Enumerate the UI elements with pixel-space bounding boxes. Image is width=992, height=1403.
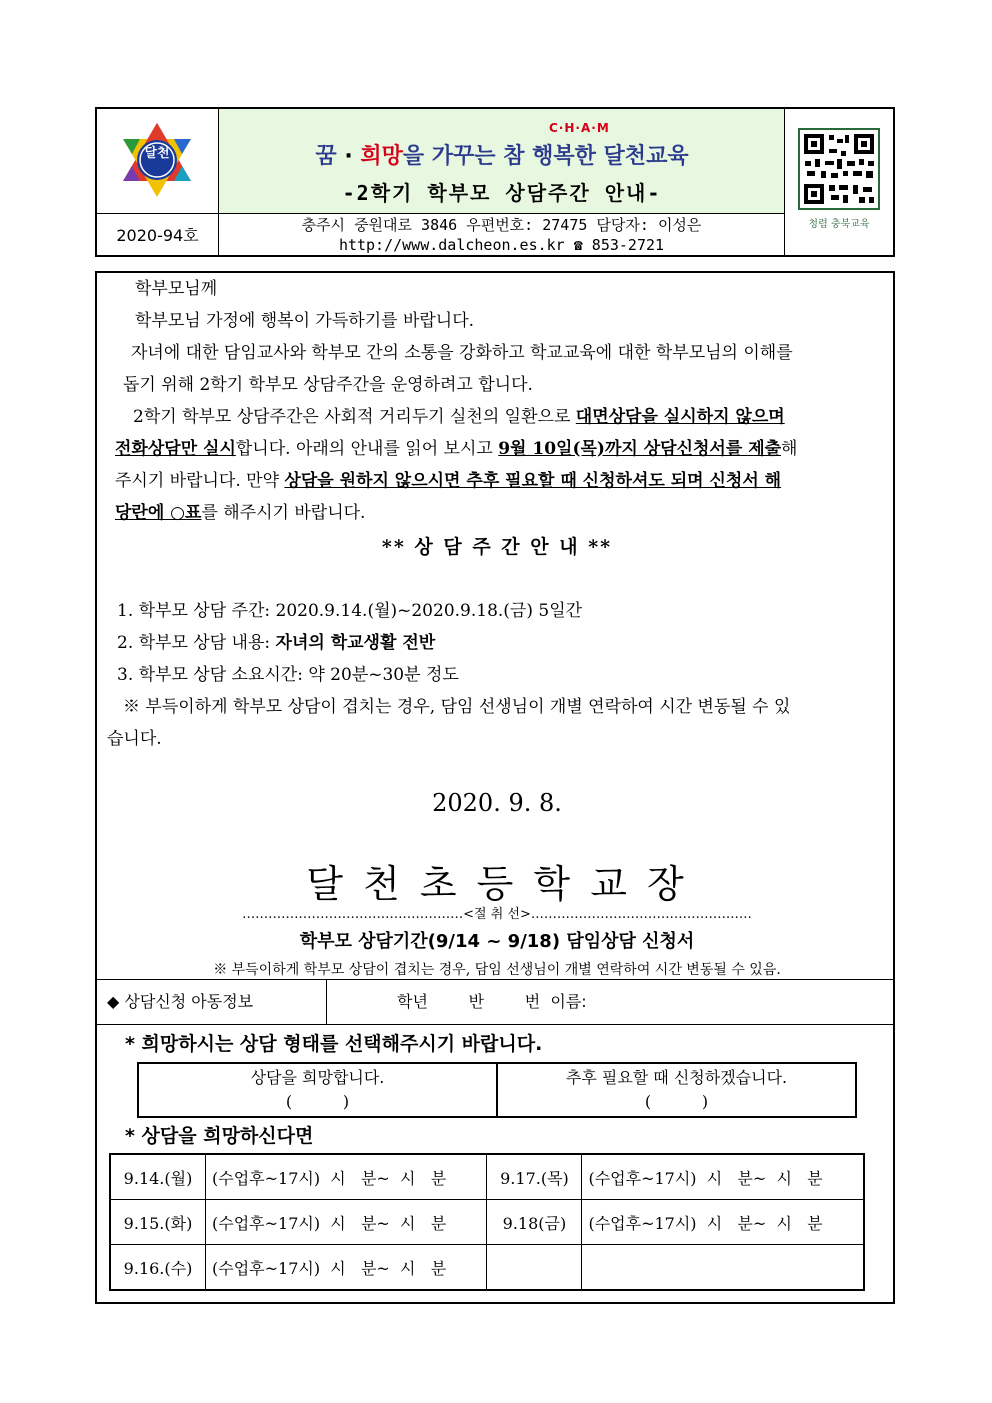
letter-header (95, 107, 895, 257)
address-line: 충주시 중원대로 3846 우편번호: 27475 담당자: 이성은 (301, 216, 702, 234)
paragraph-3-line3: 주시기 바랍니다. 만약 상담을 원하지 않으시면 추후 필요할 때 신청하셔도 되며 신청서 해 (115, 471, 782, 491)
option-want-label: 상담을 희망합니다. (250, 1068, 385, 1087)
letter-body (95, 271, 895, 1304)
paragraph-1: 학부모님 가정에 행복이 가득하기를 바랍니다. (135, 311, 475, 331)
empty-cell (582, 1245, 864, 1291)
school-logo (97, 109, 219, 213)
empty-cell (487, 1245, 582, 1291)
svg-text:청렴 충북교육: 청렴 충북교육 (808, 219, 870, 230)
principal-signature: 달 천 초 등 학 교 장 (306, 862, 688, 906)
greeting: 학부모님께 (135, 279, 218, 299)
student-info-label: ◆ 상담신청 아동정보 (97, 980, 327, 1024)
school-address (219, 213, 785, 255)
student-info-fields[interactable]: 학년 반 번 이름: (397, 992, 587, 1011)
qr-area (785, 109, 893, 255)
time-slot-cell[interactable]: (수업후~17시) 시 분~ 시 분 (206, 1245, 487, 1291)
student-info-row (97, 979, 893, 1025)
slogan: 꿈 · 희망을 가꾸는 참 행복한 달천교육 (315, 144, 689, 169)
time-slot-cell[interactable]: (수업후~17시) 시 분~ 시 분 (206, 1200, 487, 1245)
issue-number: 2020-94호 (97, 213, 219, 255)
option-later[interactable] (497, 1063, 856, 1117)
option-later-label: 추후 필요할 때 신청하겠습니다. (565, 1068, 788, 1087)
table-row (110, 1245, 864, 1291)
day-cell: 9.16.(수) (110, 1245, 206, 1291)
table-row (110, 1154, 864, 1200)
notice-line-a: ※ 부득이하게 학부모 상담이 겹치는 경우, 담임 선생님이 개별 연락하여 시간 변동될 수 있 (123, 697, 791, 717)
form-title: 학부모 상담기간(9/14 ~ 9/18) 담임상담 신청서 (299, 931, 695, 952)
if-consult-title: * 상담을 희망하신다면 (125, 1125, 314, 1147)
website-line[interactable]: http://www.dalcheon.es.kr ☎ 853-2721 (338, 236, 665, 254)
time-slot-cell[interactable]: (수업후~17시) 시 분~ 시 분 (582, 1200, 864, 1245)
paragraph-2a: 자녀에 대한 담임교사와 학부모 간의 소통을 강화하고 학교교육에 대한 학부모님의 이해를 (131, 343, 793, 363)
choose-type-title: * 희망하시는 상담 형태를 선택해주시기 바랍니다. (125, 1033, 543, 1055)
time-slot-cell[interactable]: (수업후~17시) 시 분~ 시 분 (582, 1154, 864, 1200)
star-logo-icon (97, 109, 217, 211)
header-title-area (219, 109, 785, 213)
table-row (110, 1200, 864, 1245)
day-cell: 9.15.(화) (110, 1200, 206, 1245)
qr-code-icon (785, 109, 893, 255)
paragraph-3-line2: 전화상담만 실시합니다. 아래의 안내를 읽어 보시고 9월 10일(목)까지 상담신청서를 제출해 (115, 439, 798, 459)
cut-line: ……………………………………………<절 취 선>…………………………………………… (242, 907, 752, 922)
info-item-3: 3. 학부모 상담 소요시간: 약 20분~30분 정도 (117, 665, 459, 685)
section-title: ** 상 담 주 간 안 내 ** (381, 536, 613, 558)
option-want-consult[interactable] (138, 1063, 497, 1117)
letter-date: 2020. 9. 8. (432, 789, 562, 817)
consult-type-table (137, 1062, 857, 1118)
info-item-2: 2. 학부모 상담 내용: 자녀의 학교생활 전반 (117, 633, 436, 653)
notice-line-b: 습니다. (107, 729, 162, 749)
page-title: -2학기 학부모 상담주간 안내- (342, 181, 662, 205)
paragraph-2b: 돕기 위해 2학기 학부모 상담주간을 운영하려고 합니다. (123, 375, 533, 395)
option-later-checkbox[interactable]: ( ) (644, 1092, 709, 1111)
cham-label: C·H·A·M (549, 121, 610, 135)
time-slot-cell[interactable]: (수업후~17시) 시 분~ 시 분 (206, 1154, 487, 1200)
day-cell: 9.17.(목) (487, 1154, 582, 1200)
info-item-1: 1. 학부모 상담 주간: 2020.9.14.(월)~2020.9.18.(금) 5일간 (117, 601, 583, 621)
day-cell: 9.14.(월) (110, 1154, 206, 1200)
day-cell: 9.18(금) (487, 1200, 582, 1245)
schedule-table (109, 1153, 865, 1291)
svg-text:달천: 달천 (144, 146, 170, 161)
option-want-checkbox[interactable]: ( ) (285, 1092, 350, 1111)
form-note: ※ 부득이하게 학부모 상담이 겹치는 경우, 담임 선생님이 개별 연락하여 시간 변동될 수 있음. (213, 962, 781, 978)
paragraph-3-line1: 2학기 학부모 상담주간은 사회적 거리두기 실천의 일환으로 대면상담을 실시하지 않으며 (133, 407, 785, 427)
paragraph-3-line4: 당란에 ○표를 해주시기 바랍니다. (115, 503, 366, 523)
